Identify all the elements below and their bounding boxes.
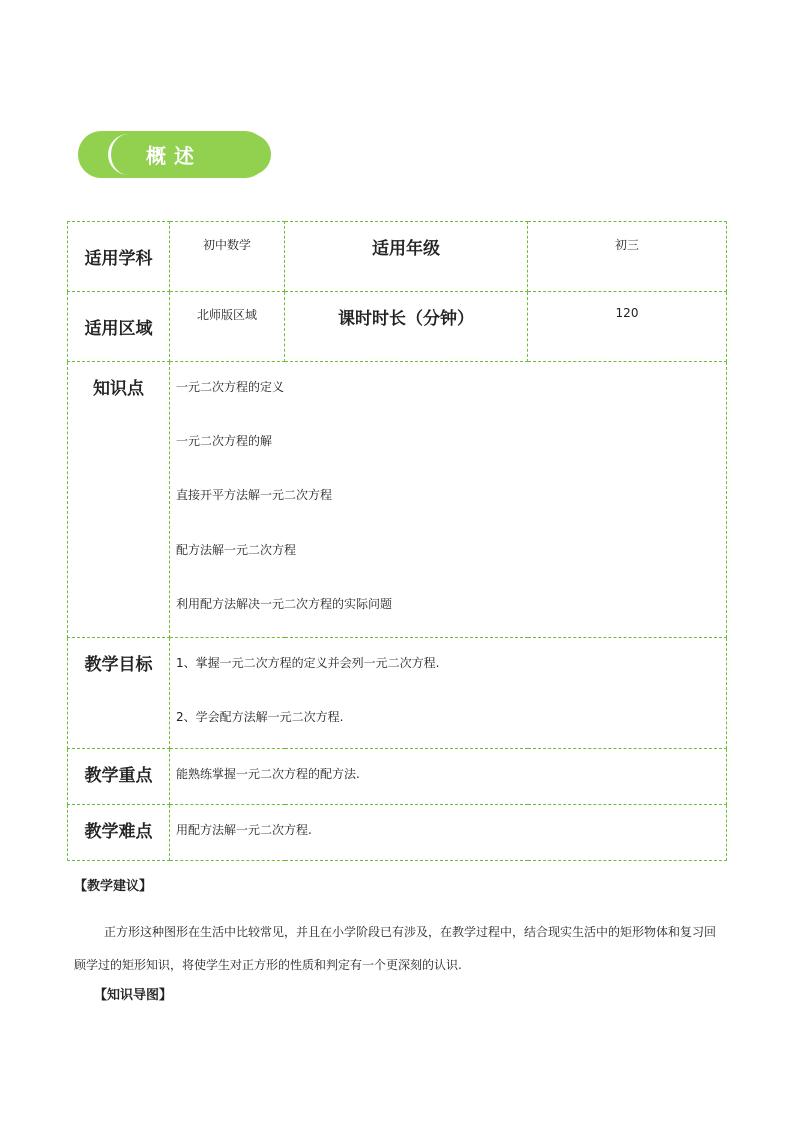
goals-label: 教学目标 (68, 638, 170, 749)
region-label: 适用区域 (68, 292, 170, 362)
teaching-suggestion-text: 正方形这种图形在生活中比较常见，并且在小学阶段已有涉及，在教学过程中，结合现实生活中的矩形物体和复习回顾学过的矩形知识，将使学生对正方形的性质和判定有一个更深刻的认识. (74, 925, 717, 972)
course-info-table (67, 221, 727, 861)
knowledge-item: 配方法解一元二次方程 (176, 543, 297, 557)
table-row-goals (68, 638, 727, 749)
goal-item: 2、学会配方法解一元二次方程. (176, 710, 344, 724)
knowledge-label: 知识点 (68, 362, 170, 638)
difficulty-label: 教学难点 (68, 805, 170, 861)
table-row-focus (68, 749, 727, 805)
knowledge-item: 直接开平方法解一元二次方程 (176, 488, 333, 502)
table-row-difficulty (68, 805, 727, 861)
knowledge-item: 利用配方法解决一元二次方程的实际问题 (176, 597, 393, 611)
overview-title: 概述 (146, 144, 202, 168)
goals-list (170, 638, 727, 749)
duration-value: 120 (528, 292, 727, 362)
teaching-suggestion-title: 【教学建议】 (74, 879, 153, 894)
knowledge-map-title: 【知识导图】 (94, 988, 173, 1003)
goal-item: 1、掌握一元二次方程的定义并会列一元二次方程. (176, 656, 440, 670)
subject-value: 初中数学 (170, 222, 285, 292)
duration-label: 课时时长（分钟） (285, 292, 528, 362)
focus-text: 能熟练掌握一元二次方程的配方法. (170, 749, 727, 805)
focus-label: 教学重点 (68, 749, 170, 805)
difficulty-text: 用配方法解一元二次方程. (170, 805, 727, 861)
region-value: 北师版区域 (170, 292, 285, 362)
subject-label: 适用学科 (68, 222, 170, 292)
table-row-knowledge (68, 362, 727, 638)
grade-label: 适用年级 (285, 222, 528, 292)
knowledge-list (170, 362, 727, 638)
knowledge-item: 一元二次方程的解 (176, 434, 273, 448)
grade-value: 初三 (528, 222, 727, 292)
knowledge-item: 一元二次方程的定义 (176, 380, 285, 394)
table-row-region (68, 292, 727, 362)
table-row-subject (68, 222, 727, 292)
